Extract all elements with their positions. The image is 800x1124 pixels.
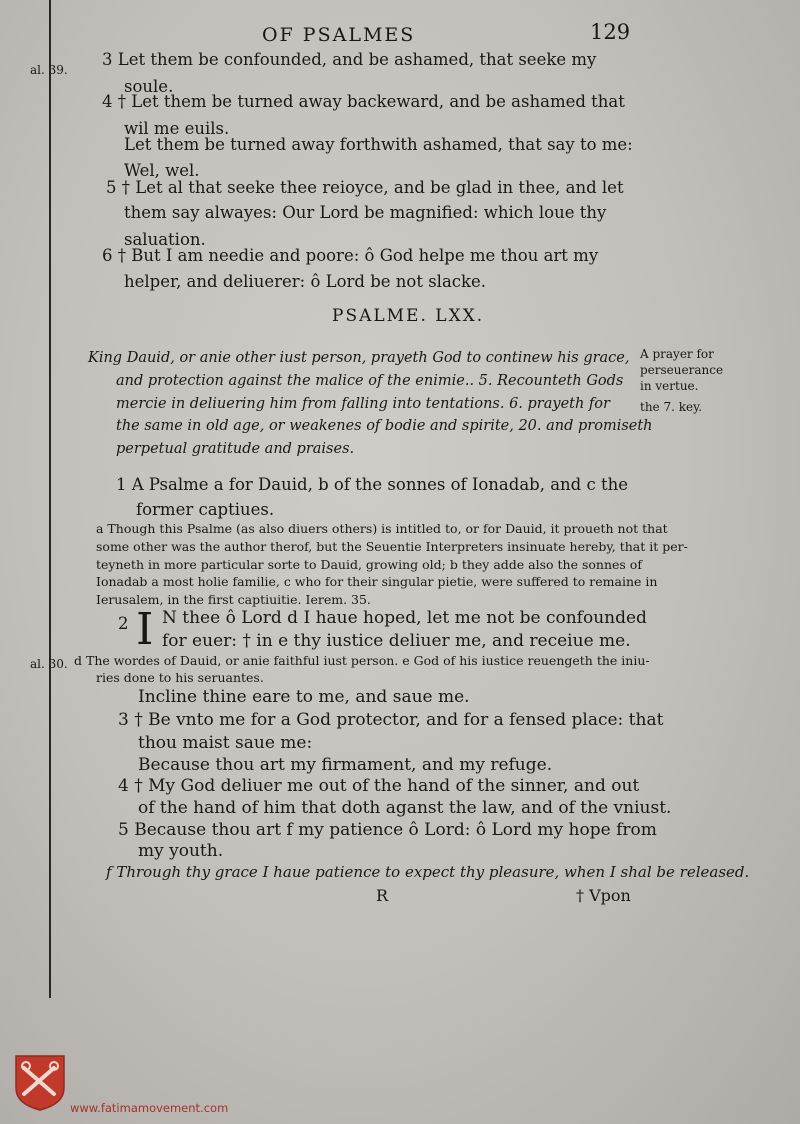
psalm-heading: PSALME. LXX. (332, 306, 485, 326)
margin-rule (49, 0, 51, 998)
annotation-line: Ierusalem, in the first captiuitie. Ierem. 35. (96, 592, 371, 607)
verse-line: 5 † Let al that seeke thee reioyce, and be glad in thee, and let (106, 178, 624, 197)
verse-number: 2 (118, 614, 129, 633)
watermark-url[interactable]: www.fatimamovement.com (70, 1101, 229, 1115)
side-note-line: the 7. key. (640, 400, 703, 414)
verse-line: 5 Because thou art f my patience ô Lord: ô Lord my hope from (118, 820, 657, 840)
catchword: † Vpon (576, 886, 631, 905)
annotation-line: teyneth in more particular sorte to Dauid, growing old; b they adde also the sonnes of (96, 557, 642, 572)
verse-line: soule. (124, 77, 174, 96)
margin-reference: al. 30. (30, 657, 68, 671)
psalm-title-line: 1 A Psalme a for Dauid, b of the sonnes of Ionadab, and c the (116, 475, 628, 494)
side-note-line: in vertue. (640, 379, 699, 393)
verse-line: Wel, wel. (124, 161, 200, 180)
verse-line: for euer: † in e thy iustice deliuer me, and receiue me. (162, 631, 631, 651)
verse-line: 6 † But I am needie and poore: ô God helpe me thou art my (102, 246, 599, 265)
signature-mark: R (376, 886, 389, 905)
annotation-line: d The wordes of Dauid, or anie faithful iust person. e God of his iustice reuengeth the iniu- (74, 653, 650, 668)
verse-line: my youth. (138, 841, 224, 861)
page-number: 129 (590, 20, 631, 44)
side-note-line: perseuerance (640, 363, 724, 377)
annotation-line: Ionadab a most holie familie, c who for their singular pietie, were suffered to remaine in (96, 574, 658, 589)
annotation-line: a Though this Psalme (as also diuers others) is intitled to, or for Dauid, it proueth not that (96, 521, 668, 536)
verse-line: of the hand of him that doth aganst the law, and of the vniust. (138, 798, 672, 818)
verse-line: them say alwayes: Our Lord be magnified: which loue thy (124, 203, 607, 222)
verse-line: 3 Let them be confounded, and be ashamed, that seeke my (102, 50, 597, 69)
verse-line: 4 † My God deliuer me out of the hand of the sinner, and out (118, 776, 640, 796)
verse-line: thou maist saue me: (138, 733, 313, 753)
fatima-movement-logo (14, 1054, 66, 1112)
verse-line: 4 † Let them be turned away backeward, and be ashamed that (102, 92, 625, 111)
drop-capital: I (136, 604, 154, 655)
argument-line: perpetual gratitude and praises. (116, 441, 355, 457)
argument-line: the same in old age, or weakenes of bodie and spirite, 20. and promiseth (116, 418, 653, 434)
verse-line: Incline thine eare to me, and saue me. (138, 687, 470, 707)
running-title: OF PSALMES (262, 24, 416, 46)
argument-line: King Dauid, or anie other iust person, prayeth God to continew his grace, (88, 350, 630, 366)
side-note-line: A prayer for (640, 347, 714, 361)
argument-line: and protection against the malice of the enimie.. 5. Recounteth Gods (116, 373, 624, 389)
annotation-line: f Through thy grace I haue patience to expect thy pleasure, when I shal be released. (106, 863, 750, 881)
verse-line: helper, and deliuerer: ô Lord be not slacke. (124, 272, 487, 291)
psalm-title-line: former captiues. (136, 500, 275, 519)
annotation-line: some other was the author therof, but the Seuentie Interpreters insinuate hereby, that it per- (96, 539, 688, 554)
verse-line: wil me euils. (124, 119, 230, 138)
annotation-line: ries done to his seruantes. (96, 670, 264, 685)
margin-reference: al. 39. (30, 63, 68, 77)
argument-line: mercie in deliuering him from falling into tentations. 6. prayeth for (116, 396, 610, 412)
verse-line: N thee ô Lord d I haue hoped, let me not be confounded (162, 608, 647, 628)
verse-line: 3 † Be vnto me for a God protector, and for a fensed place: that (118, 710, 664, 730)
verse-line: Because thou art my firmament, and my refuge. (138, 755, 553, 775)
verse-line: saluation. (124, 230, 206, 249)
verse-line: Let them be turned away forthwith ashamed, that say to me: (124, 135, 633, 154)
